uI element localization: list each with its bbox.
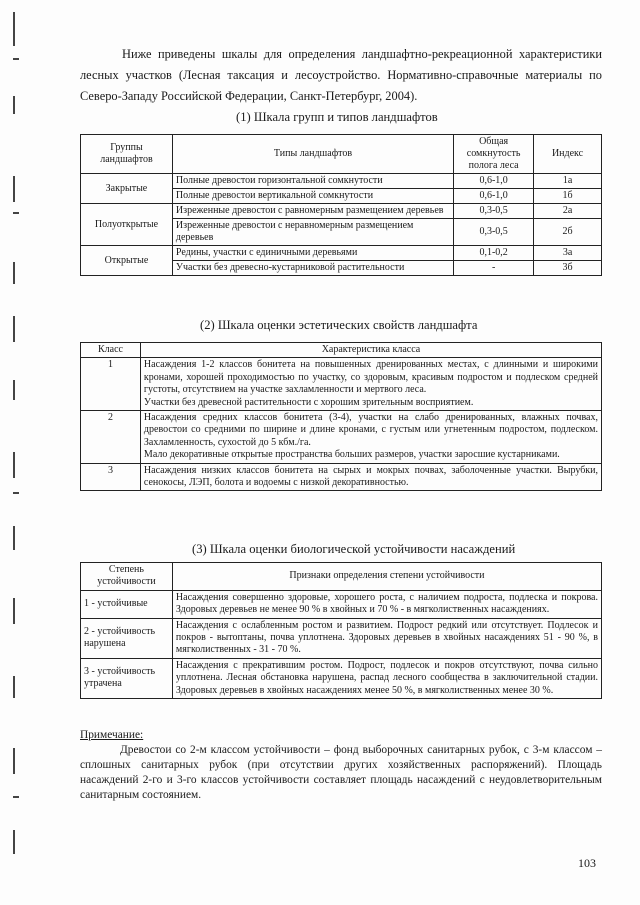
stage-cell: 3 - устойчивость утрачена bbox=[81, 658, 173, 698]
density-cell: 0,6-1,0 bbox=[454, 174, 534, 189]
table3-title: (3) Шкала оценки биологической устойчивости насаждений bbox=[192, 542, 516, 556]
description-cell bbox=[140, 358, 601, 411]
description-text: Насаждения средних классов бонитета (3-4), участки на слабо дренированных, влажных почвах, древостои со средними по ширине и длине кронами, с густым или угнетенным подростом, подлеском. Захламленность, сухостой до 5 кбм./га. bbox=[143, 412, 598, 448]
density-cell: 0,6-1,0 bbox=[454, 189, 534, 204]
table-row bbox=[81, 463, 602, 491]
header-cell: Признаки определения степени устойчивости bbox=[172, 563, 601, 591]
table-row bbox=[81, 411, 602, 464]
binding-mark bbox=[13, 176, 15, 202]
table-header-row bbox=[81, 135, 602, 174]
binding-mark bbox=[13, 676, 15, 698]
binding-marks bbox=[0, 0, 40, 905]
header-cell: Характеристика класса bbox=[140, 343, 601, 358]
intro-text: Ниже приведены шкалы для определения ландшафтно-рекреационной характеристики лесных участков (Лесная таксация и лесоустройство. Нормативно-справочные материалы по Северо-Западу Российской Федерации, Санкт-Петербург, 2004). bbox=[80, 47, 602, 103]
group-cell: Закрытые bbox=[81, 174, 173, 204]
binding-mark bbox=[13, 796, 19, 798]
density-cell: 0,3-0,5 bbox=[454, 219, 534, 246]
group-cell: Полуоткрытые bbox=[81, 204, 173, 246]
table-row bbox=[81, 358, 602, 411]
class-cell: 1 bbox=[81, 358, 141, 411]
index-cell: 2б bbox=[534, 219, 602, 246]
header-cell: Индекс bbox=[534, 135, 602, 174]
stage-cell: 1 - устойчивые bbox=[81, 590, 173, 618]
stage-cell: 2 - устойчивость нарушена bbox=[81, 618, 173, 658]
binding-mark bbox=[13, 380, 15, 400]
binding-mark bbox=[13, 492, 19, 494]
table-row bbox=[81, 658, 602, 698]
criteria-cell: Насаждения с ослабленным ростом и развитием. Подрост редкий или отсутствует. Подлесок и покров - вытоптаны, почва уплотнена. Здоровых деревьев в хвойных насаждениях 51 - 90 %, в мягколиственных - 31 - 70 %. bbox=[172, 618, 601, 658]
class-cell: 3 bbox=[81, 463, 141, 491]
type-cell: Изреженные древостои с неравномерным размещением деревьев bbox=[172, 219, 453, 246]
binding-mark bbox=[13, 212, 19, 214]
table-row bbox=[81, 204, 602, 219]
page-number: 103 bbox=[578, 856, 596, 870]
description-text: Насаждения 1-2 классов бонитета на повышенных дренированных местах, с длинными и широкими кронами, хорошей проходимостью по участку, со здоровым, красивым подростом и подлеском средней густоты, отсутствием на участке захламленности и мертвого леса. bbox=[143, 359, 598, 396]
description-text: Мало декоративные открытые пространства больших размеров, участки заросшие кустарниками. bbox=[143, 449, 560, 461]
type-cell: Изреженные древостои с равномерным размещением деревьев bbox=[172, 204, 453, 219]
header-cell: Степень устойчивости bbox=[81, 563, 173, 591]
header-cell: Типы ландшафтов bbox=[172, 135, 453, 174]
index-cell: 1б bbox=[534, 189, 602, 204]
table-row bbox=[81, 246, 602, 261]
table-header-row bbox=[81, 563, 602, 591]
binding-mark bbox=[13, 96, 15, 114]
description-text: Насаждения низких классов бонитета на сырых и мокрых почвах, заболоченные участки. Вырубки, сенокосы, ЛЭП, болота и водоемы с низкой декоративностью. bbox=[143, 464, 598, 489]
density-cell: - bbox=[454, 261, 534, 276]
binding-mark bbox=[13, 748, 15, 774]
group-cell: Открытые bbox=[81, 246, 173, 276]
binding-mark bbox=[13, 452, 15, 478]
note-title: Примечание: bbox=[80, 729, 144, 741]
binding-mark bbox=[13, 58, 19, 60]
biological-stability-table bbox=[80, 562, 602, 699]
description-cell bbox=[140, 411, 601, 464]
criteria-cell: Насаждения совершенно здоровые, хорошего роста, с наличием подроста, подлеска и покрова. Здоровых деревьев не менее 90 % в хвойных и 70 % - в мягколиственных насаждениях. bbox=[172, 590, 601, 618]
binding-mark bbox=[13, 262, 15, 284]
type-cell: Полные древостои вертикальной сомкнутости bbox=[172, 189, 453, 204]
description-cell bbox=[140, 463, 601, 491]
binding-mark bbox=[13, 598, 15, 624]
index-cell: 2а bbox=[534, 204, 602, 219]
description-text: Участки без древесной растительности с хорошим зрительным восприятием. bbox=[143, 396, 474, 408]
header-cell: Класс bbox=[81, 343, 141, 358]
criteria-cell: Насаждения с прекратившим ростом. Подрост, подлесок и покров отсутствуют, почва сильно уплотнена. Лесная обстановка нарушена, распад лесного сообщества в заключительной стадии. Здоровых деревьев в хвойных насаждениях менее 50 %, в мягколиственных менее 30 %. bbox=[172, 658, 601, 698]
index-cell: 1а bbox=[534, 174, 602, 189]
note-block bbox=[80, 728, 602, 803]
table-row bbox=[81, 174, 602, 189]
binding-mark bbox=[13, 316, 15, 342]
note-text: Древостои со 2-м классом устойчивости – фонд выборочных санитарных рубок, с 3-м классом – сплошных санитарных рубок (при отсутствии других хозяйственных распоряжений). Площадь насаждений 2-го и 3-го классов устойчивости составляет площадь насаждений с неудовлетворительным санитарным состоянием. bbox=[80, 744, 602, 801]
header-cell: Группы ландшафтов bbox=[81, 135, 173, 174]
table2-title: (2) Шкала оценки эстетических свойств ландшафта bbox=[200, 318, 478, 332]
landscape-types-table bbox=[80, 134, 602, 276]
table-header-row bbox=[81, 343, 602, 358]
type-cell: Полные древостои горизонтальной сомкнутости bbox=[172, 174, 453, 189]
header-cell: Общая сомкнутость полога леса bbox=[454, 135, 534, 174]
intro-paragraph bbox=[80, 44, 602, 107]
density-cell: 0,1-0,2 bbox=[454, 246, 534, 261]
class-cell: 2 bbox=[81, 411, 141, 464]
binding-mark bbox=[13, 830, 15, 854]
binding-mark bbox=[13, 526, 15, 550]
table-row bbox=[81, 590, 602, 618]
index-cell: 3б bbox=[534, 261, 602, 276]
index-cell: 3а bbox=[534, 246, 602, 261]
type-cell: Участки без древесно-кустарниковой растительности bbox=[172, 261, 453, 276]
aesthetic-properties-table bbox=[80, 342, 602, 491]
binding-mark bbox=[13, 12, 15, 46]
table-row bbox=[81, 618, 602, 658]
table1-title: (1) Шкала групп и типов ландшафтов bbox=[236, 110, 438, 124]
density-cell: 0,3-0,5 bbox=[454, 204, 534, 219]
type-cell: Редины, участки с единичными деревьями bbox=[172, 246, 453, 261]
